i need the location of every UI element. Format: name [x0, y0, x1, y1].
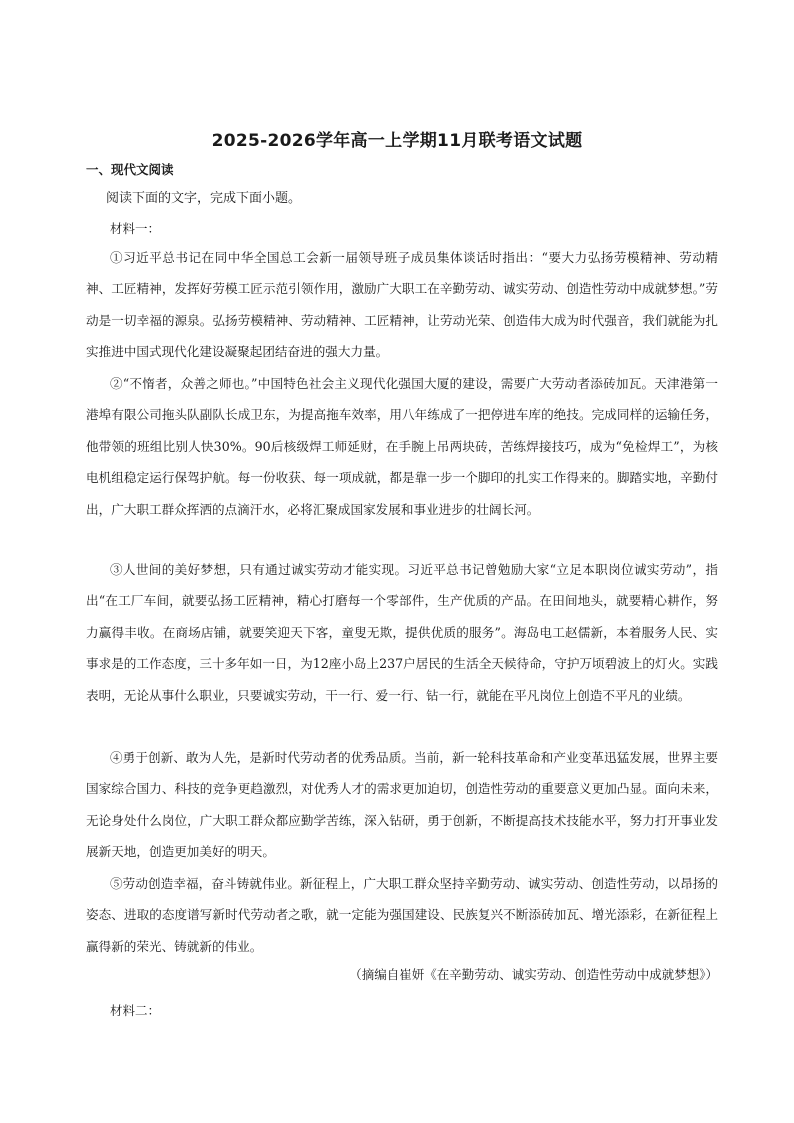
paragraph-4: ④勇于创新、敢为人先，是新时代劳动者的优秀品质。当前，新一轮科技革命和产业变革迅猛发展，世界主要国家综合国力、科技的竞争更趋激烈，对优秀人才的需求更加迫切，创造性劳动的重要意义更加凸显。面向未来，无论身处什么岗位，广大职工群众都应勤学苦练，深入钻研，勇于创新，不断提高技术技能水平，努力打开事业发展新天地，创造更加美好的明天。	[86, 750, 718, 860]
material-1-label: 材料一：	[110, 221, 161, 236]
exam-title: 2025-2026学年高一上学期11月联考语文试题	[211, 131, 583, 151]
source-citation: （摘编自崔妍《在辛勤劳动、诚实劳动、创造性劳动中成就梦想》）	[349, 967, 718, 982]
paragraph-5: ⑤劳动创造幸福，奋斗铸就伟业。新征程上，广大职工群众坚持辛勤劳动、诚实劳动、创造性劳动，以昂扬的姿态、进取的态度谱写新时代劳动者之歌，就一定能为强国建设、民族复兴不断添砖加瓦、增光添彩，在新征程上赢得新的荣光、铸就新的伟业。	[86, 876, 718, 954]
reading-instruction: 阅读下面的文字，完成下面小题。	[106, 191, 302, 206]
material-2-label: 材料二：	[110, 1003, 161, 1018]
paragraph-2: ②“不惰者，众善之师也。”中国特色社会主义现代化强国大厦的建设，需要广大劳动者添砖加瓦。天津港第一港埠有限公司拖头队副队长成卫东，为提高拖车效率，用八年练成了一把停进车库的绝技。完成同样的运输任务，他带领的班组比别人快30%。90后核级焊工师延财，在手腕上吊两块砖，苦练焊接技巧，成为“免检焊工”，为核电机组稳定运行保驾护航。每一份收获、每一项成就，都是靠一步一个脚印的扎实工作得来的。脚踏实地，辛勤付出，广大职工群众挥洒的点滴汗水，必将汇聚成国家发展和事业进步的壮阔长河。	[86, 376, 718, 517]
paragraph-1: ①习近平总书记在同中华全国总工会新一届领导班子成员集体谈话时指出：“要大力弘扬劳模精神、劳动精神、工匠精神，发挥好劳模工匠示范引领作用，激励广大职工在辛勤劳动、诚实劳动、创造性劳动中成就梦想。”劳动是一切幸福的源泉。弘扬劳模精神、劳动精神、工匠精神，让劳动光荣、创造伟大成为时代强音，我们就能为扎实推进中国式现代化建设凝聚起团结奋进的强大力量。	[86, 250, 718, 360]
paragraph-3: ③人世间的美好梦想，只有通过诚实劳动才能实现。习近平总书记曾勉励大家“立足本职岗位诚实劳动”，指出“在工厂车间，就要弘扬工匠精神，精心打磨每一个零部件，生产优质的产品。在田间地头，就要精心耕作，努力赢得丰收。在商场店铺，就要笑迎天下客，童叟无欺，提供优质的服务”。海岛电工赵儒新，本着服务人民、实事求是的工作态度，三十多年如一日，为12座小岛上237户居民的生活全天候待命，守护万顷碧波上的灯火。实践表明，无论从事什么职业，只要诚实劳动，干一行、爱一行、钻一行，就能在平凡岗位上创造不平凡的业绩。	[86, 562, 718, 703]
section-heading: 一、现代文阅读	[86, 162, 174, 177]
